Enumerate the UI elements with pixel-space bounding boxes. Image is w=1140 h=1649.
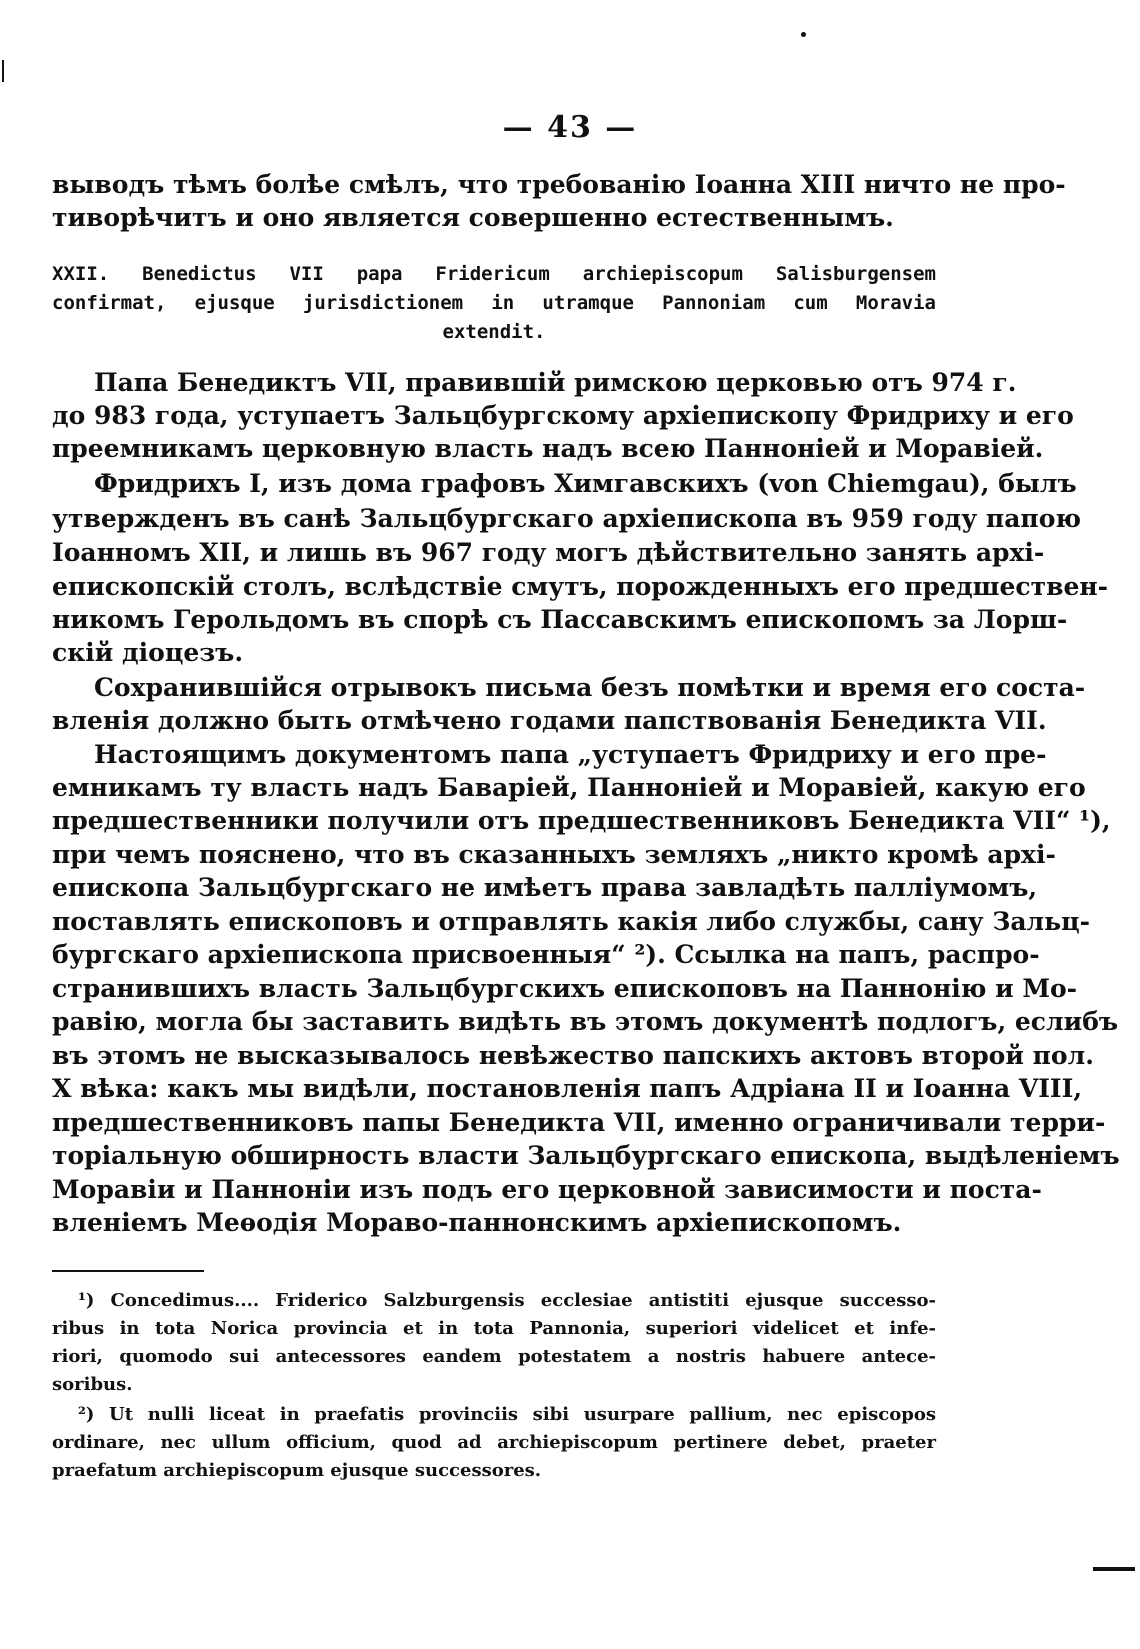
body-line: Фридрихъ I, изъ дома графовъ Химгавскихъ (von Chiemgau), былъ [94, 469, 1077, 498]
body-line: скій діоцезъ. [52, 638, 244, 667]
body-line: Настоящимъ документомъ папа „уступаетъ Фридриху и его пре- [94, 740, 1047, 769]
scan-edge-mark [2, 60, 4, 82]
footnote-line: ¹) Concedimus.... Friderico Salzburgensis ecclesiae antistiti ejusque successo- [78, 1290, 936, 1311]
scan-edge-dash [1093, 1567, 1135, 1571]
body-line: въ этомъ не высказывалось невѣжество папскихъ актовъ второй пол. [52, 1041, 1094, 1070]
body-line: бургскаго архіепископа присвоенныя“ ²). Ссылка на папъ, распро- [52, 940, 1040, 969]
body-line: утвержденъ въ санѣ Зальцбургскаго архіепископа въ 959 году папою [52, 504, 1082, 533]
section-heading-line: XXII. Benedictus VII papa Fridericum archiepiscopum Salisburgensem [52, 263, 936, 285]
section-heading-line: extendit. [442, 321, 546, 343]
section-heading-line: confirmat, ejusque jurisdictionem in utramque Pannoniam cum Moravia [52, 292, 936, 314]
body-line: Папа Бенедиктъ VII, правившій римскою церковью отъ 974 г. [94, 368, 1017, 397]
body-line: Сохранившійся отрывокъ письма безъ помѣтки и время его соста- [94, 673, 1086, 702]
footnote-divider [52, 1270, 204, 1272]
body-line: поставлять епископовъ и отправлять какія либо службы, сану Зальц- [52, 907, 1090, 936]
body-line: X вѣка: какъ мы видѣли, постановленія папъ Адріана II и Іоанна VIII, [52, 1074, 1083, 1103]
body-line: вленія должно быть отмѣчено годами папствованія Бенедикта VII. [52, 706, 1047, 735]
footnote-line: soribus. [52, 1374, 133, 1395]
footnote-line: ribus in tota Norica provincia et in tota Pannonia, superiori videlicet et infe- [52, 1318, 936, 1339]
body-line: предшественниковъ папы Бенедикта VII, именно ограничивали терри- [52, 1108, 1106, 1137]
body-line: торіальную обширность власти Зальцбургскаго епископа, выдѣленіемъ [52, 1141, 1120, 1170]
footnote-line: ²) Ut nulli liceat in praefatis provinciis sibi usurpare pallium, nec episcopos [78, 1404, 936, 1425]
footnote-line: praefatum archiepiscopum ejusque successores. [52, 1460, 542, 1481]
body-line: Моравіи и Панноніи изъ подъ его церковной зависимости и поста- [52, 1175, 1042, 1204]
body-line: равію, могла бы заставить видѣть въ этомъ документѣ подлогъ, еслибъ [52, 1007, 1119, 1036]
footnote-line: riori, quomodo sui antecessores eandem potestatem a nostris habuere antece- [52, 1346, 936, 1367]
page-number: — 43 — [502, 110, 638, 145]
footnote-line: ordinare, nec ullum officium, quod ad archiepiscopum pertinere debet, praeter [52, 1432, 936, 1453]
body-line: при чемъ пояснено, что въ сказанныхъ земляхъ „никто кромѣ архі- [52, 840, 1056, 869]
body-line: епископа Зальцбургскаго не имѣетъ права завладѣть палліумомъ, [52, 873, 1038, 902]
body-line: вленіемъ Меѳодія Моравo-паннонскимъ архіепископомъ. [52, 1208, 902, 1237]
intro-line: тиворѣчитъ и оно является совершенно естественнымъ. [52, 203, 894, 232]
body-line: до 983 года, уступаетъ Зальцбургскому архіепископу Фридриху и его [52, 401, 1074, 430]
intro-line: выводъ тѣмъ болѣе смѣлъ, что требованію Іоанна XIII ничто не про- [52, 170, 1066, 199]
body-line: странившихъ власть Зальцбургскихъ епископовъ на Паннонію и Мо- [52, 974, 1078, 1003]
scan-dot [801, 32, 806, 37]
body-line: Іоанномъ XII, и лишь въ 967 году могъ дѣйствительно занять архі- [52, 538, 1045, 567]
body-line: предшественники получили отъ предшественниковъ Бенедикта VII“ ¹), [52, 806, 1111, 835]
body-line: емникамъ ту власть надъ Баваріей, Панноніей и Моравіей, какую его [52, 773, 1086, 802]
body-line: преемникамъ церковную власть надъ всею Панноніей и Моравіей. [52, 434, 1044, 463]
body-line: никомъ Герольдомъ въ спорѣ съ Пассавскимъ епископомъ за Лорш- [52, 605, 1068, 634]
body-line: епископскій столъ, вслѣдствіе смутъ, порожденныхъ его предшествен- [52, 572, 1109, 601]
